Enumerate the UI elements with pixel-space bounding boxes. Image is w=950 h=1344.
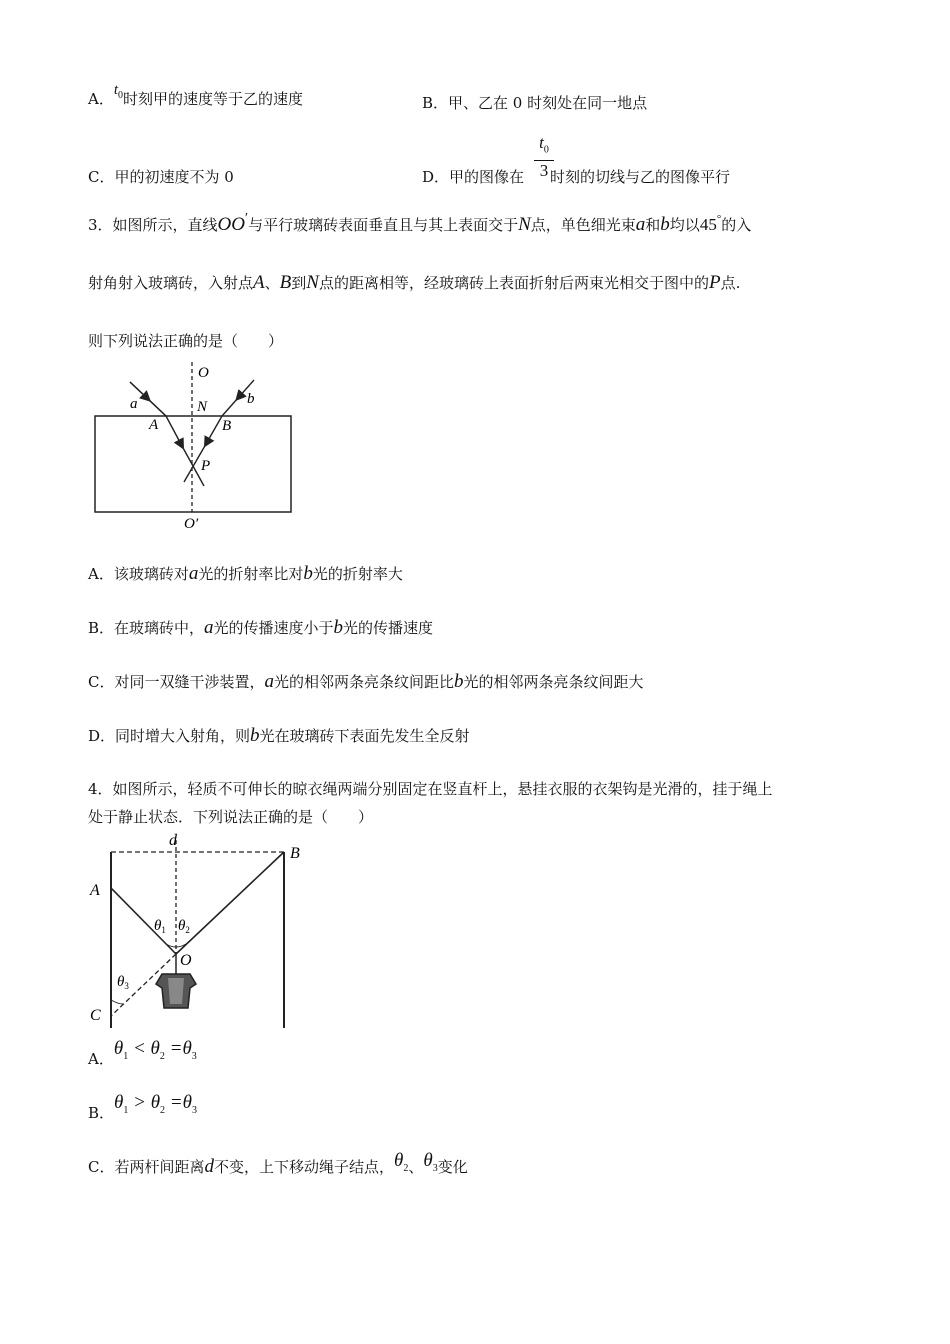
q4-stem-line1: 4．如图所示，轻质不可伸长的晾衣绳两端分别固定在竖直杆上，悬挂衣服的衣架钩是光滑的，挂于绳上 xyxy=(88,780,773,798)
q4-stem-line2: 处于静止状态．下列说法正确的是（ ） xyxy=(88,808,374,826)
rope-right xyxy=(176,852,284,954)
q2-option-b: B．甲、乙在 0 时刻处在同一地点 xyxy=(422,94,648,112)
q2-option-a: A．$t_0$时刻甲的速度等于乙的速度 xyxy=(88,82,304,108)
label-A: A xyxy=(90,882,100,899)
glass-brick xyxy=(95,416,291,512)
q4-option-b-expr: $\theta_1 > \theta_2 =\theta_3$ xyxy=(114,1092,197,1116)
ray-a-refracted xyxy=(166,416,204,486)
label-O-prime: O′ xyxy=(184,516,199,532)
q3-option-b: B．在玻璃砖中，a光的传播速度小于b光的传播速度 xyxy=(88,617,434,638)
label-theta2: $\theta_2$ xyxy=(178,918,190,935)
label-O: O xyxy=(198,365,209,381)
q4-option-a: A．$\theta_1 < \theta_2 =\theta_3$ xyxy=(88,1038,197,1068)
fraction-t0-over-3: $t_0$ 3 xyxy=(534,134,554,180)
label-P: P xyxy=(201,458,211,474)
angle-arc-c xyxy=(111,1000,123,1004)
q3-stem-line3: 则下列说法正确的是（ ） xyxy=(88,332,284,350)
q4-option-c: C．若两杆间距离d不变，上下移动绳子结点，$\theta_2$、$\theta_3$变化 xyxy=(88,1150,468,1177)
label-A: A xyxy=(149,417,159,433)
q2-option-c: C．甲的初速度不为 0 xyxy=(88,168,234,186)
label-b: b xyxy=(247,391,255,407)
q3-stem-line1: 3．如图所示，直线OO′与平行玻璃砖表面垂直且与其上表面交于N点，单色细光束a和b均以45°的入 xyxy=(88,211,752,235)
label-theta3: $\theta_3$ xyxy=(117,974,129,991)
label-d: d xyxy=(169,832,177,849)
label-theta1: $\theta_1$ xyxy=(154,918,166,935)
q3-option-d: D．同时增大入射角，则b光在玻璃砖下表面先发生全反射 xyxy=(88,725,470,746)
label-B: B xyxy=(222,418,232,434)
t0-symbol: $t_0$ xyxy=(113,82,124,101)
q4-option-b: B．$\theta_1 > \theta_2 =\theta_3$ xyxy=(88,1092,197,1122)
label-C: C xyxy=(90,1007,101,1024)
q3-option-a: A．该玻璃砖对a光的折射率比对b光的折射率大 xyxy=(88,563,403,584)
label-N: N xyxy=(197,399,208,415)
label-B: B xyxy=(290,845,300,862)
shirt-icon xyxy=(156,974,196,1008)
q3-option-c: C．对同一双缝干涉装置，a光的相邻两条亮条纹间距比b光的相邻两条亮条纹间距大 xyxy=(88,671,644,692)
label-a: a xyxy=(130,396,138,412)
q2-option-d: D．甲的图像在 时刻的切线与乙的图像平行 xyxy=(422,168,731,186)
label-O: O xyxy=(180,952,192,969)
clothesline-diagram xyxy=(86,832,306,1030)
q4-option-a-expr: $\theta_1 < \theta_2 =\theta_3$ xyxy=(113,1038,197,1062)
q3-stem-line2: 射角射入玻璃砖，入射点A、B到N点的距离相等，经玻璃砖上表面折射后两束光相交于图中的P点. xyxy=(88,272,741,293)
glass-brick-diagram xyxy=(88,356,298,532)
